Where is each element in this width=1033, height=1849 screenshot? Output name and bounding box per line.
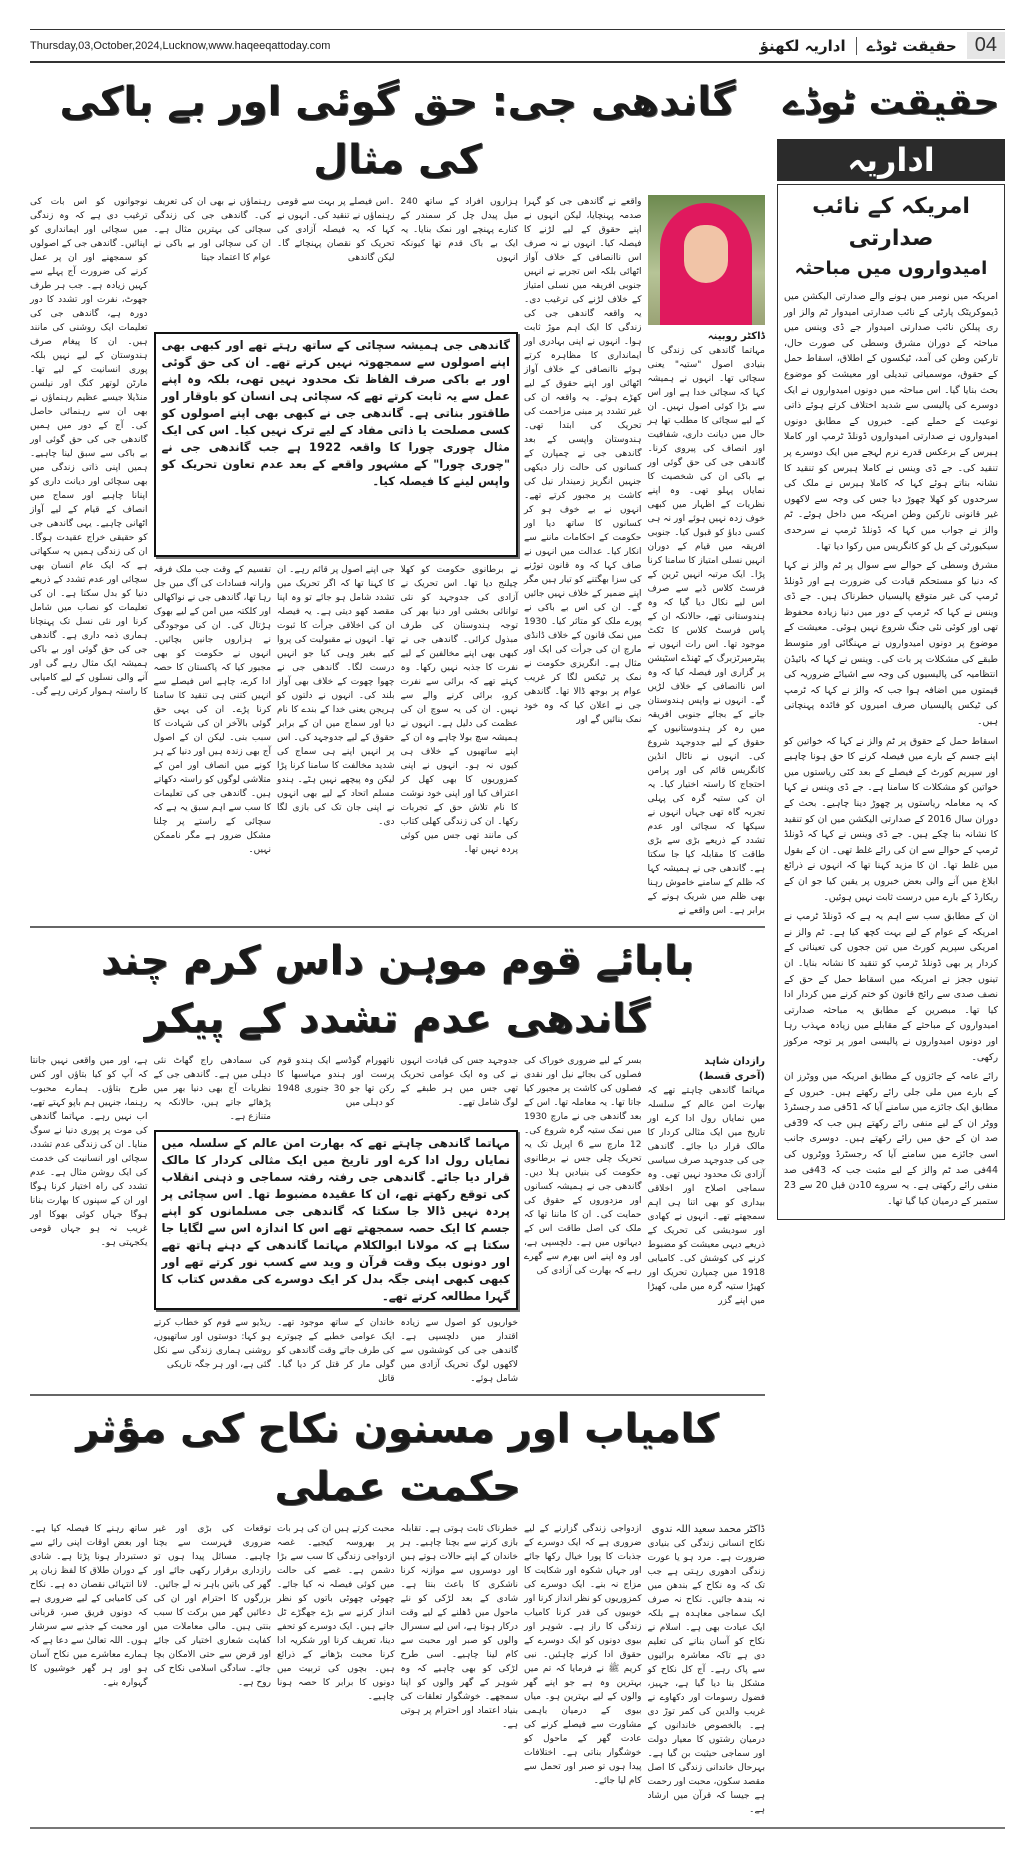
article2 bbox=[30, 1054, 765, 1386]
editorial-box bbox=[777, 184, 1005, 1220]
article2-first-column bbox=[648, 1054, 766, 1386]
newspaper-logo: حقیقت ٹوڈے bbox=[782, 82, 1000, 123]
page-bottom-rule bbox=[30, 1827, 1005, 1829]
article1-column: ۔اس فیصلے پر بہت سے قومی رہنماؤں نے تنقید کی۔ انہوں نے کہا کہ یہ فیصلہ آزادی کی تحریک کو نقصان پہنچائے گا۔ لیکن گاندھی bbox=[277, 197, 395, 263]
editorial-label: اداریہ bbox=[777, 139, 1005, 181]
article2-headline: بابائے قوم موہن داس کرم چند گاندھی عدم تشدد کے پیکر bbox=[100, 938, 695, 1042]
article1-column: نے برطانوی حکومت کو کھلا چیلنج دیا تھا۔ اس تحریک نے آزادی کی جدوجہد کو نئی توانائی بخشی اور دنیا بھر کی توجہ ہندوستان کی طرف مبذول کرائی۔ گاندھی جی نے کبھی بھی اپنے مخالفین کے لیے نفرت کا جذبہ نہیں رکھا۔ وہ کہتے تھے کہ برائی سے نفرت کرو، برائی کرنے والے سے نہیں۔ ان کی یہ سوچ ان کی عظمت کی دلیل ہے۔ انہوں نے ہمیشہ سچ بولا چاہے وہ ان کے اپنے ساتھیوں کے خلاف ہی کیوں نہ ہو۔ انہوں نے اپنی کمزوریوں کا بھی کھل کر اعتراف کیا اور اپنی خود نوشت کا نام تلاش حق کے تجربات رکھا۔ ان کی زندگی کھلی کتاب کی مانند تھی جس میں کوئی پردہ نہیں تھا۔ bbox=[400, 564, 518, 855]
article1-column: ہزاروں افراد کے ساتھ 240 میل پیدل چل کر سمندر کے کنارے پہنچے اور نمک بنایا۔ یہ ایک بے باک قدم تھا کیونکہ انہوں bbox=[400, 197, 518, 263]
section-divider bbox=[30, 1394, 765, 1396]
section-divider bbox=[30, 926, 765, 928]
header-right bbox=[760, 32, 1005, 59]
article2-column: جدوجہد جس کی قیادت انہوں نے کی وہ ایک عوامی تحریک تھی جس میں ہر طبقے کے لوگ شامل تھے۔ bbox=[400, 1056, 518, 1108]
author-photo bbox=[648, 195, 766, 325]
article1-column: رہنماؤں نے بھی ان کی تعریف کی۔ گاندھی جی کی زندگی سچائی کی بہترین مثال ہے۔ ان کی سچائی اور بے باکی نے عوام کا اعتماد جیتا bbox=[153, 197, 271, 263]
main-content bbox=[30, 69, 765, 1817]
article1-first-column bbox=[648, 195, 766, 918]
article1-column: واقعے نے گاندھی جی کو گہرا صدمہ پہنچایا، لیکن انہوں نے اپنے حقوق کے لیے لڑنے کا فیصلہ کیا۔ انہوں نے نہ صرف اس ناانصافی کے خلاف آواز اٹھائی بلکہ اس تجربے نے انہیں جنوبی افریقہ میں نسلی امتیاز کے خلاف لڑنے کی ترغیب دی۔ یہ واقعہ گاندھی جی کی زندگی کا ایک اہم موڑ ثابت ہوا۔ انہوں نے اپنی بہادری اور ایمانداری کا مظاہرہ کرتے ہوئے ناانصافی کے خلاف آواز اٹھائی اور اپنے حقوق کے لیے کھڑے ہوئے۔ یہ واقعہ ان کی غیر تشدد پر مبنی مزاحمت کی تحریک کی ابتدا تھی۔ ہندوستان واپسی کے بعد گاندھی جی نے چمپارن کے کسانوں کی حالت زار دیکھی جنہیں انگریز زمیندار نیل کی کاشت پر مجبور کرتے تھے۔ انہوں نے بے خوف ہو کر کسانوں کا ساتھ دیا اور حکومت کے احکامات ماننے سے انکار کیا۔ عدالت میں انہوں نے صاف کہا کہ وہ قانون توڑنے کی سزا بھگتنے کو تیار ہیں مگر اپنے ضمیر کے خلاف نہیں جائیں گے۔ ان کی اس بے باکی نے پورے ملک کو متاثر کیا۔ 1930 میں نمک قانون کے خلاف ڈانڈی مارچ ان کی جرأت کی ایک اور مثال ہے۔ انگریزی حکومت نے نمک پر ٹیکس لگا کر غریب عوام پر بوجھ ڈالا تھا۔ گاندھی جی نے اعلان کیا کہ وہ خود نمک بنائیں گے اور bbox=[524, 197, 642, 725]
article1-column: تقسیم کے وقت جب ملک فرقہ وارانہ فسادات کی آگ میں جل رہا تھا، گاندھی جی نے نواکھالی اور کلکتہ میں امن کے لیے بھوک ہڑتال کی۔ ان کی موجودگی نے ہزاروں جانیں بچائیں۔ انہوں نے حکومت کو بھی مجبور کیا کہ پاکستان کا حصہ ادا کرے، چاہے اس فیصلے سے انہیں کتنی ہی تنقید کا سامنا کرنا پڑے۔ ان کی یہی حق گوئی بالآخر ان کی شہادت کا سبب بنی۔ لیکن ان کے اصول آج بھی زندہ ہیں اور دنیا کے ہر کونے میں انصاف اور امن کے متلاشی لوگوں کو راستہ دکھاتے ہیں۔ گاندھی جی کی تعلیمات کا سب سے اہم سبق یہ ہے کہ سچائی کے راستے پر چلنا مشکل ضرور ہے مگر ناممکن نہیں۔ bbox=[153, 564, 271, 855]
article2-column: خاندان کے ساتھ موجود تھے۔ ایک عوامی خطبے کے چبوترے کی طرف جاتے وقت گاندھی کو گولی مار کر قتل کر دیا گیا۔ قاتل bbox=[277, 1318, 395, 1384]
article2-column: مہاتما گاندھی چاہتے تھے کہ بھارت امن عالم کے سلسلہ میں نمایاں رول ادا کرے اور تاریخ میں ایک مثالی کردار کا مالک قرار دیا جائے۔ گاندھی جی کی جدوجہد صرف سیاسی آزادی تک محدود نہیں تھی۔ وہ سماجی اصلاح اور اخلاقی بیداری کو بھی اتنا ہی اہم سمجھتے تھے۔ انہوں نے کھادی اور سودیشی کی تحریک کے ذریعے دیہی معیشت کو مضبوط کرنے کی کوشش کی۔ کامیابی 1918 میں چمپارن تحریک اور کھیڑا ستیہ گرہ میں ملی، کھیڑا میں اپنے گزر bbox=[647, 1086, 765, 1306]
editorial-paragraph: رائے عامہ کے جائزوں کے مطابق امریکہ میں ووٹرز ان کے بارے میں ملی جلی رائے رکھتے ہیں۔ خبروں کے مطابق ایک جائزے میں سامنے آیا کہ 51فی صد رجسٹرڈ ووٹر ان کے لیے منفی رائے رکھتے ہیں جب کہ 39فی صد ان کے حق میں رائے رکھتے ہیں۔ دوسری جانب اسی جائزے میں سامنے آیا کہ رجسٹرڈ ووٹروں کی 44فی صد ٹم والز کے لیے مثبت جب کہ 43فی صد منفی رائے رکھتی ہے۔ یہ سروے 10دن قبل 20 سے 23 ستمبر کے درمیان کیا گیا تھا۔ bbox=[784, 1071, 999, 1207]
article1-headline: گاندھی جی: حق گوئی اور بے باکی کی مثال bbox=[59, 79, 736, 183]
page-number: 04 bbox=[967, 32, 1005, 59]
article2-column: خواریوں کو اصول سے زیادہ اقتدار میں دلچسپی ہے۔ گاندھی جی کی کوششوں سے لاکھوں لوگ تحریک آزادی میں شامل ہوئے۔ bbox=[400, 1318, 518, 1384]
article2-author: رازدان شاہد bbox=[704, 1056, 765, 1067]
article2-column: ناتھورام گوڈسے ایک ہندو قوم پرست اور ہندو مہاسبھا کا رکن تھا جو 30 جنوری 1948 کو دہلی میں bbox=[277, 1056, 395, 1108]
article2-series-note: (آخری قسط) bbox=[698, 1071, 765, 1082]
article3-column: نکاح انسانی زندگی کی بنیادی ضرورت ہے۔ مرد ہو یا عورت زندگی ادھوری رہتی ہے جب تک کہ وہ نکاح کے بندھن میں نہ بندھ جائیں۔ نکاح نہ صرف ایک سماجی معاہدہ ہے بلکہ ایک عبادت بھی ہے۔ اسلام نے نکاح کو آسان بنانے کی تعلیم دی ہے تاکہ معاشرہ برائیوں سے پاک رہے۔ آج کل نکاح کو مشکل بنا دیا گیا ہے، جہیز، فضول رسومات اور دکھاوے نے غریب والدین کی کمر توڑ دی ہے۔ بالخصوص خاندانوں کے درمیان رشتوں کا معیار دولت اور سماجی حیثیت بن گیا ہے۔ بہرحال خاندانی زندگی کا اصل مقصد سکون، محبت اور رحمت ہے جیسا کہ قرآن میں ارشاد ہے۔ bbox=[647, 1539, 765, 1815]
article2-pull-quote: مہاتما گاندھی چاہتے تھے کہ بھارت امن عالم کے سلسلہ میں نمایاں رول ادا کرے اور تاریخ میں ایک مثالی کردار کا مالک قرار دیا جائے۔ گاندھی جی رفتہ رفتہ سماجی و ذہنی انقلاب کی توقع رکھتے تھے، ان کا عقیدہ مضبوط تھا۔ اس سچائی پر پردہ نہیں ڈالا جا سکتا کہ گاندھی جی مسلمانوں کو اپنے جسم کا ایک حصہ سمجھتے تھے اس کا اندازہ اس سے لگایا جا سکتا ہے کہ مولانا ابوالکلام مہاتما گاندھی کے دہنے ہاتھ تھے اور دونوں بیک وقت قرآن و وید سے کسب نور کرتے تھے اور کبھی کبھی اپنی جگہ بدل کر ایک دوسرے کی مقدس کتاب کا گہرا مطالعہ کرتے تھے۔ bbox=[154, 1130, 519, 1310]
article3-headline: کامیاب اور مسنون نکاح کی مؤثر حکمت عملی bbox=[76, 1406, 719, 1510]
editorial-paragraph: امریکہ میں نومبر میں ہونے والے صدارتی الیکشن میں ڈیموکریٹک پارٹی کے نائب صدارتی امیدوار ٹم والز اور ری پبلکن نائب صدارتی امیدوار جے ڈی وینس میں مباحثہ کے دوران مشرق وسطی کی صورت حال، تارکین وطن کی آمد، ٹیکسوں کے اطلاق، اسقاط حمل کے حقوق، موسمیاتی تبدیلی اور معیشت کو موضوع بحث بنایا گیا۔ اس مباحثہ میں دونوں امیدواروں نے ایک دوسرے کی پالیسی سے شدید اختلاف کرتے ہوئے ذاتی نوعیت کے حملے کیے۔ خبروں کے مطابق دونوں امیدواروں نے صدارتی امیدواروں ڈونلڈ ٹرمپ اور کاملا ہیرس کے برعکس قدرے نرم لہجے میں ایک دوسرے پر تنقید کی۔ جے ڈی وینس نے کاملا ہیرس کو تنقید کا نشانہ بناتے ہوئے کہا کہ کاملا ہیرس نے ملک کی سرحدوں کو کھلا چھوڑ دیا جس کی وجہ سے لاکھوں غیر قانونی تارکین وطن امریکہ میں داخل ہوئے۔ ٹم والز نے جواب میں کہا کہ ڈونلڈ ٹرمپ نے سرحدی سیکیورٹی کے بل کو کانگریس میں رکوا دیا تھا۔ bbox=[784, 291, 998, 552]
editorial-title: امریکہ کے نائب صدارتی bbox=[812, 194, 970, 251]
article3 bbox=[30, 1522, 765, 1817]
article3-column: ازدواجی زندگی گزارنے کے لیے ضروری ہے کہ ایک دوسرے کے جذبات کا پورا خیال رکھا جائے اور جہاں شکوہ اور شکایت کا مزاج نہ بنے۔ ایک دوسرے کی کمزوریوں کو نظر انداز کرنا اور خوبیوں کی قدر کرنا کامیاب زندگی کا راز ہے۔ شوہر اور بیوی دونوں کو ایک دوسرے کے حقوق ادا کرنے چاہئیں۔ نبی کریم ﷺ نے فرمایا کہ تم میں بہترین وہ ہے جو اپنے گھر والوں کے لیے بہترین ہو۔ میاں بیوی کے درمیان باہمی مشاورت سے فیصلے کرنے کی عادت گھر کے ماحول کو خوشگوار بناتی ہے۔ اختلافات پیدا ہوں تو صبر اور تحمل سے کام لیا جائے۔ bbox=[524, 1524, 642, 1786]
article1-column: جی اپنے اصول پر قائم رہے۔ ان کا کہنا تھا کہ اگر تحریک میں تشدد شامل ہو جائے تو وہ اپنا مقصد کھو دیتی ہے۔ یہ فیصلہ ان کی اخلاقی جرأت کا ثبوت تھا۔ انہوں نے مقبولیت کی پروا کیے بغیر وہی کیا جو انہیں درست لگا۔ گاندھی جی نے چھوا چھوت کے خلاف بھی آواز بلند کی۔ انہوں نے دلتوں کو ہریجن یعنی خدا کے بندے کا نام دیا اور سماج میں ان کے برابر حقوق کے لیے جدوجہد کی۔ اس پر انہیں اپنے ہی سماج کی شدید مخالفت کا سامنا کرنا پڑا لیکن وہ پیچھے نہیں ہٹے۔ ہندو مسلم اتحاد کے لیے بھی انہوں نے اپنی جان تک کی بازی لگا دی۔ bbox=[277, 564, 395, 827]
article2-column: بسر کے لیے ضروری خوراک کی فصلوں کی بجائے نیل اور نقدی فصلوں کی کاشت پر مجبور کیا جاتا تھا۔ یہ معاملہ تھا۔ اس کے بعد گاندھی جی نے مارچ 1930 میں نمک ستیہ گرہ شروع کی۔ 12 مارچ سے 6 اپریل تک یہ تحریک چلی جس نے برطانوی حکومت کی بنیادیں ہلا دیں۔ گاندھی جی نے ہمیشہ کسانوں اور مزدوروں کے حقوق کی حمایت کی۔ ان کا ماننا تھا کہ ملک کی اصل طاقت اس کے دیہاتوں میں ہے۔ دلچسپی ہے، اور وہ اپنے اس بھرم سے گھرے رہے کہ بھارت کی آزادی کی bbox=[524, 1056, 642, 1276]
article1-column: نوجوانوں کو اس بات کی ترغیب دی ہے کہ وہ زندگی میں سچائی اور ایمانداری کو اپنائیں۔ گاندھی جی کے اصولوں کو سمجھنے اور ان پر عمل کرنے کی ضرورت آج پہلے سے کہیں زیادہ ہے۔ جب ہر طرف جھوٹ، نفرت اور تشدد کا دور دورہ ہے، گاندھی جی کی تعلیمات ایک روشنی کی مانند ہیں۔ ان کا پیغام صرف ہندوستان کے لیے نہیں بلکہ پوری انسانیت کے لیے تھا۔ مارٹن لوتھر کنگ اور نیلسن منڈیلا جیسے عظیم رہنماؤں نے بھی ان سے رہنمائی حاصل کی۔ آج کے دور میں ہمیں گاندھی جی کی حق گوئی اور بے باکی سے سبق لینا چاہیے۔ ہمیں اپنی ذاتی زندگی میں بھی سچائی اور دیانت داری کو اپنانا چاہیے اور سماج میں انصاف کے قیام کے لیے آواز اٹھانی چاہیے۔ یہی گاندھی جی کو حقیقی خراج عقیدت ہوگا۔ ان کی زندگی ہمیں یہ سکھاتی ہے کہ ایک عام انسان بھی سچائی اور عدم تشدد کے ذریعے دنیا کو بدل سکتا ہے۔ ان کی تعلیمات کو نصاب میں شامل کرنا اور نئی نسل تک پہنچانا ہماری ذمہ داری ہے۔ گاندھی جی کی حق گوئی اور بے باکی ہمیشہ ایک مثال رہے گی اور آنے والی نسلوں کے لیے کامیابی کا راستہ ہموار کرتی رہے گی۔ bbox=[30, 197, 148, 697]
article1-column: مہاتما گاندھی کی زندگی کا بنیادی اصول "ستیہ" یعنی سچائی تھا۔ انہوں نے ہمیشہ کہا کہ سچائی خدا ہے اور اس سے بڑا کوئی اصول نہیں۔ ان کے لیے سچائی کا مطلب تھا ہر حال میں دیانت داری، شفافیت اور انصاف کی پیروی کرنا۔ گاندھی جی کی حق گوئی اور بے باکی ان کی شخصیت کا نمایاں پہلو تھی۔ وہ اپنے نظریات کے اظہار میں کبھی خوف زدہ نہیں ہوئے اور نہ ہی کسی دباؤ کو قبول کیا۔ جنوبی افریقہ میں قیام کے دوران انہیں نسلی امتیاز کا سامنا کرنا پڑا۔ ایک مرتبہ انہیں ٹرین کے فرسٹ کلاس ڈبے سے صرف اس لیے نکال دیا گیا کہ وہ ہندوستانی تھے، حالانکہ ان کے پاس فرسٹ کلاس کا ٹکٹ موجود تھا۔ اس رات انہوں نے پیٹرمیرٹزبرگ کے ٹھنڈے اسٹیشن پر گزاری اور فیصلہ کیا کہ وہ اس ناانصافی کے خلاف لڑیں گے۔ انہوں نے واپس ہندوستان جانے کے بجائے جنوبی افریقہ میں رہ کر ہندوستانیوں کے حقوق کے لیے جدوجہد شروع کی۔ انہوں نے ناٹال انڈین کانگریس قائم کی اور پرامن احتجاج کا راستہ اختیار کیا۔ یہ ان کی ستیہ گرہ کی پہلی تجربہ گاہ تھی جہاں انہوں نے سیکھا کہ سچائی اور عدم تشدد کے ذریعے بڑی سے بڑی طاقت کا مقابلہ کیا جا سکتا ہے۔ گاندھی جی نے ہمیشہ کہا کہ ظلم کے سامنے خاموش رہنا بھی ظلم میں شریک ہونے کے برابر ہے۔ اس واقعے نے bbox=[647, 346, 765, 916]
article3-column: توقعات کی بڑی اور غیر ضروری فہرست سے بچنا چاہیے۔ مسائل پیدا ہوں تو رازداری برقرار رکھی جائے اور گھر کی باتیں باہر نہ لے جائیں۔ بزرگوں کا احترام اور ان کی دعائیں گھر میں برکت کا سبب بنتی ہیں۔ مالی معاملات میں کفایت شعاری اختیار کی جائے اور قرض سے حتی الامکان بچا جائے۔ سادگی اسلامی نکاح کی روح ہے۔ bbox=[153, 1524, 271, 1688]
article1 bbox=[30, 195, 765, 918]
article3-column: ساتھ رہنے کا فیصلہ کیا ہے۔ اور بعض اوقات اپنی رائے سے دستبردار ہونا پڑتا ہے۔ شادی کے دوران طلاق کا لفظ زبان پر لانا انتہائی نقصان دہ ہے۔ نکاح کی کامیابی کے لیے ضروری ہے کہ دونوں فریق صبر، قربانی اور محبت کے جذبے سے سرشار ہوں۔ اللہ تعالیٰ سے دعا ہے کہ ہمارے معاشرے میں نکاح آسان ہو اور ہر گھر خوشیوں کا گہوارہ بنے۔ bbox=[30, 1524, 148, 1688]
editorial-column bbox=[777, 69, 1005, 1220]
article2-column: کی سمادھی راج گھاٹ نئی دہلی میں ہے۔ گاندھی جی کے نظریات آج بھی دنیا بھر میں پڑھائے جاتے ہیں، حالانکہ یہ متنازع ہے۔ bbox=[153, 1056, 271, 1122]
article2-column: ہے، اور میں واقعی نہیں جانتا کہ آپ کو کیا بتاؤں اور کس طرح بتاؤں۔ ہمارے محبوب رہنما، جنہیں ہم باپو کہتے تھے، اب نہیں رہے۔ مہاتما گاندھی کی موت پر پوری دنیا نے سوگ منایا۔ ان کی زندگی عدم تشدد، سچائی اور انسانیت کی خدمت کی ایک روشن مثال ہے۔ عدم تشدد کی راہ اختیار کرنا ہوگا اور ان کے سپنوں کا بھارت بنانا ہوگا جہاں کوئی بھوکا اور غریب نہ ہو جہاں قومی یکجہتی ہو۔ bbox=[30, 1056, 148, 1248]
editorial-subtitle: امیدواروں میں مباحثہ bbox=[794, 258, 988, 279]
article1-author: ڈاکٹر روبینہ bbox=[707, 331, 765, 342]
article3-first-column bbox=[648, 1522, 766, 1817]
editorial-paragraph: ان کے مطابق سب سے اہم یہ ہے کہ ڈونلڈ ٹرمپ نے امریکہ کے عوام کے لیے بہت کچھ کیا ہے۔ ٹم والز نے امریکی سپریم کورٹ میں تین ججوں کی تعیناتی کے کردار پر بھی ڈونلڈ ٹرمپ کو تنقید کا نشانہ بنایا۔ ان تینوں ججز نے امریکہ میں اسقاط حمل کے حق کے نصف صدی سے رائج قانون کو ختم کرنے میں کردار ادا کیا تھا۔ مبصرین کے مطابق یہ مباحثہ صدارتی امیدواروں کے مباحثے کے مقابلے میں زیادہ مہذب رہا اور دونوں امیدواروں نے پالیسی امور پر توجہ مرکوز رکھی۔ bbox=[784, 911, 998, 1063]
section-label: اداریہ لکھنؤ bbox=[759, 36, 846, 55]
page-body bbox=[30, 69, 1005, 1817]
article1-pull-quote: گاندھی جی ہمیشہ سچائی کے ساتھ رہتے تھے اور کبھی بھی اپنے اصولوں سے سمجھوتہ نہیں کرتے تھے۔ ان کی حق گوئی اور بے باکی صرف الفاظ تک محدود نہیں تھی، بلکہ وہ اپنے عمل سے یہ ثابت کرتے تھے کہ سچائی ہی انسان کو باوقار اور طاقتور بناتی ہے۔ گاندھی جی نے کبھی بھی اپنے اصولوں کو کسی مصلحت یا ذاتی مفاد کے لیے ترک نہیں کیا۔ اس کی ایک مثال چوری چورا کا واقعہ 1922 ہے جب گاندھی جی نے "چوری چورا" کے مشہور واقعے کے بعد عدم تعاون تحریک کو واپس لینے کا فیصلہ کیا۔ bbox=[154, 332, 519, 556]
author-photo-face bbox=[684, 225, 728, 283]
header-brand: حقیقت ٹوڈے bbox=[856, 37, 957, 55]
article3-column: خطرناک ثابت ہوتی ہے۔ تقابلہ بازی کرنے سے بچنا چاہیے۔ ہر خاندان کے اپنے حالات ہوتے ہیں اور دوسروں سے موازنہ کرنا ناشکری کا باعث بنتا ہے۔ شادی کے بعد لڑکی کو نئے ماحول میں ڈھلنے کے لیے وقت درکار ہوتا ہے، اس لیے سسرال والوں کو صبر اور محبت سے کام لینا چاہیے۔ اسی طرح لڑکی کو بھی چاہیے کہ وہ شوہر کے گھر والوں کو اپنا سمجھے۔ خوشگوار تعلقات کی بنیاد اعتماد اور احترام پر ہوتی ہے۔ bbox=[400, 1524, 518, 1730]
article3-author: ڈاکٹر محمد سعید اللہ ندوی bbox=[651, 1524, 765, 1535]
editorial-paragraph: اسقاط حمل کے حقوق پر ٹم والز نے کہا کہ خواتین کو اپنے جسم کے بارے میں فیصلہ کرنے کا حق ہونا چاہیے اور سپریم کورٹ کے فیصلے کے بعد کئی ریاستوں میں خواتین کو مشکلات کا سامنا ہے۔ جے ڈی وینس نے کہا کہ یہ معاملہ ریاستوں پر چھوڑ دینا چاہیے۔ بحث کے دوران سال 2016 کے صدارتی الیکشن میں ان کو تنقید کا نشانہ بنا چکے ہیں۔ جے ڈی وینس نے کہا کہ ڈونلڈ ٹرمپ کے حوالے سے ان کی رائے غلط تھی۔ ان کے بقول میں غلط تھا۔ ان کا مزید کہنا تھا کہ انہوں نے ذرائع ابلاغ میں آنے والی بعض خبروں پر یقین کیا جو ان کے ریکارڈ کے بارے میں درست ثابت نہیں ہوئیں۔ bbox=[784, 735, 999, 903]
article2-column: ریڈیو سے قوم کو خطاب کرتے ہو کہا: دوستوں اور ساتھیوں، روشنی ہماری زندگی سے نکل گئی ہے، اور ہر جگہ تاریکی bbox=[153, 1318, 271, 1370]
dateline: Thursday,03,October,2024,Lucknow,www.haqeeqattoday.com bbox=[30, 39, 331, 52]
article3-column: محبت کرتے ہیں ان کی ہر بات پر بھروسہ کیجیے۔ غصہ ازدواجی زندگی کا سب سے بڑا دشمن ہے۔ غصے کی حالت میں کوئی فیصلہ نہ کیا جائے۔ چھوٹی چھوٹی باتوں کو نظر انداز کرنے سے بڑے جھگڑے ٹل جاتے ہیں۔ ایک دوسرے کو تحفے دینا، تعریف کرنا اور شکریہ ادا کرنا محبت بڑھانے کے ذرائع ہیں۔ بچوں کی تربیت میں دونوں کا برابر کا حصہ ہونا چاہیے۔ bbox=[277, 1524, 395, 1702]
editorial-paragraph: مشرق وسطی کے حوالے سے سوال پر ٹم والز نے کہا کہ دنیا کو مستحکم قیادت کی ضرورت ہے اور ڈونلڈ ٹرمپ کی غیر متوقع پالیسیاں خطرناک ہیں۔ جے ڈی وینس نے کہا کہ ٹرمپ کے دور میں دنیا زیادہ محفوظ تھی اور کوئی نئی جنگ شروع نہیں ہوئی۔ معیشت کے موضوع پر دونوں امیدواروں نے مہنگائی اور متوسط طبقے کی مشکلات پر بات کی۔ وینس نے کہا کہ بائیڈن انتظامیہ کی پالیسیوں کی وجہ سے اشیائے ضروریہ کی قیمتوں میں اضافہ ہوا جب کہ والز نے کہا کہ ٹرمپ کی ٹیکس پالیسیاں صرف امیروں کو فائدہ پہنچاتی ہیں۔ bbox=[784, 560, 998, 728]
page-header bbox=[30, 29, 1005, 63]
editorial-body bbox=[784, 289, 998, 1209]
